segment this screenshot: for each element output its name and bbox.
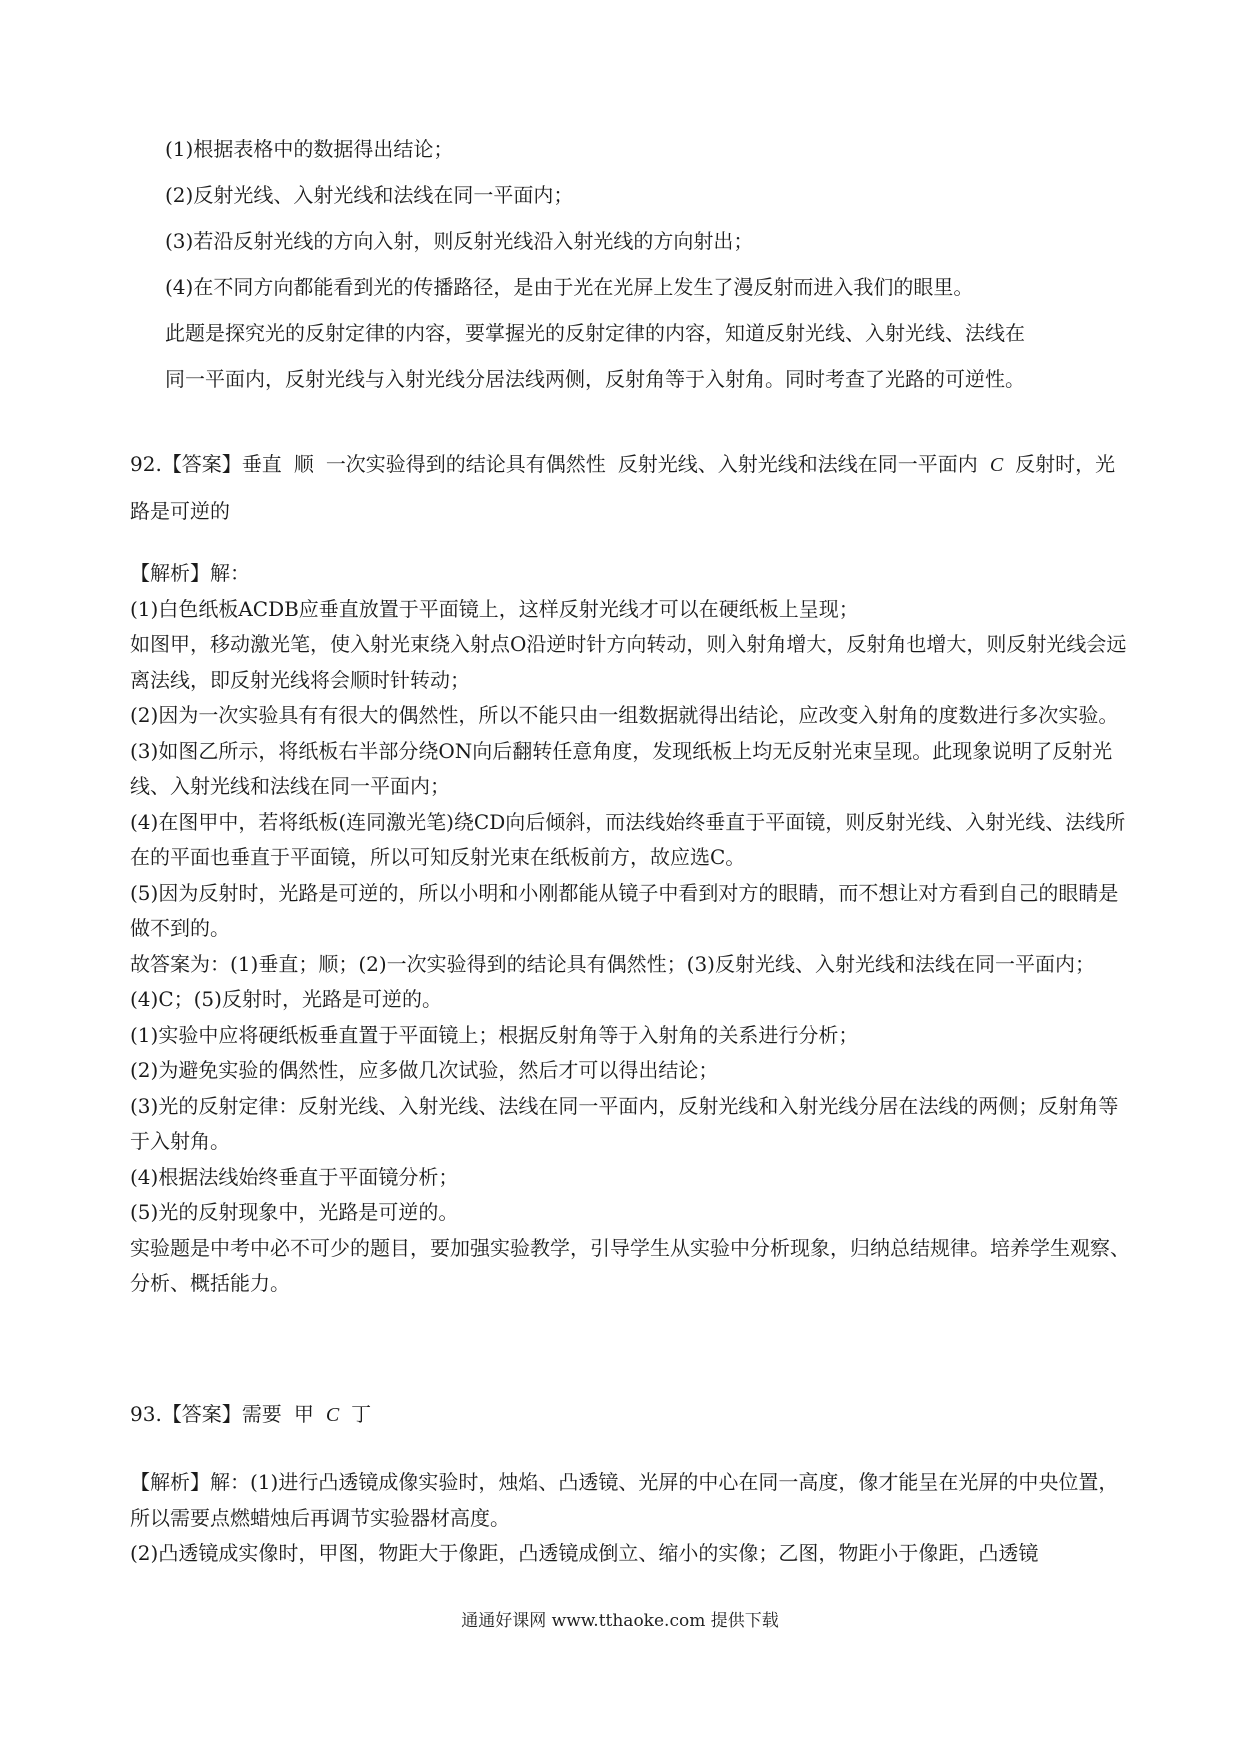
analysis-line: (3)光的反射定律：反射光线、入射光线、法线在同一平面内，反射光线和入射光线分居在法线的两侧；反射角等于入射角。	[130, 1093, 1119, 1153]
intro-block	[165, 126, 1125, 402]
intro-line: (2)反射光线、入射光线和法线在同一平面内；	[165, 183, 574, 207]
q92-answer-tag: 【答案】	[161, 452, 242, 476]
q92-answer	[130, 441, 1125, 534]
analysis-line: (5)因为反射时，光路是可逆的，所以小明和小刚都能从镜子中看到对方的眼睛，而不想让对方看到自己的眼睛是做不到的。	[130, 880, 1119, 940]
q92-answer-1: 垂直	[241, 452, 282, 476]
analysis-line: (1)实验中应将硬纸板垂直置于平面镜上；根据反射角等于入射角的关系进行分析；	[130, 1022, 859, 1047]
analysis-line: (2)为避免实验的偶然性，应多做几次试验，然后才可以得出结论；	[130, 1058, 719, 1082]
q92-answer-3: 一次实验得到的结论具有偶然性	[325, 452, 606, 476]
analysis-line: (3)如图乙所示，将纸板右半部分绕ON向后翻转任意角度，发现纸板上均无反射光束呈现。此现象说明了反射光线、入射光线和法线在同一平面内；	[130, 738, 1113, 798]
intro-line: 同一平面内，反射光线与入射光线分居法线两侧，反射角等于入射角。同时考查了光路的可逆性。	[165, 367, 1025, 391]
q93-answer-1: 需要	[241, 1402, 282, 1426]
analysis-line: 【解析】解：(1)进行凸透镜成像实验时，烛焰、凸透镜、光屏的中心在同一高度，像才能呈在光屏的中央位置，所以需要点燃蜡烛后再调节实验器材高度。	[130, 1470, 1119, 1530]
analysis-line: 如图甲，移动激光笔，使入射光束绕入射点O沿逆时针方向转动，则入射角增大，反射角也增大，则反射光线会远离法线，即反射光线将会顺时针转动；	[130, 632, 1127, 692]
analysis-line: 实验题是中考中必不可少的题目，要加强实验教学，引导学生从实验中分析现象，归纳总结规律。培养学生观察、分析、概括能力。	[130, 1235, 1130, 1295]
analysis-line: 【解析】解：	[130, 561, 250, 585]
analysis-line: (4)在图甲中，若将纸板(连同激光笔)绕CD向后倾斜，而法线始终垂直于平面镜，则反射光线、入射光线、法线所在的平面也垂直于平面镜，所以可知反射光束在纸板前方，故应选C。	[130, 809, 1126, 869]
analysis-line: (2)凸透镜成实像时，甲图，物距大于像距，凸透镜成倒立、缩小的实像；乙图，物距小于像距，凸透镜	[130, 1541, 1039, 1565]
analysis-line: (4)根据法线始终垂直于平面镜分析；	[130, 1164, 459, 1189]
q93-answer-3: C	[325, 1404, 340, 1426]
analysis-line: (2)因为一次实验具有有很大的偶然性，所以不能只由一组数据就得出结论，应改变入射角的度数进行多次实验。	[130, 703, 1119, 727]
intro-line: (3)若沿反射光线的方向入射，则反射光线沿入射光线的方向射出；	[165, 229, 754, 253]
q92-analysis	[130, 556, 1130, 1302]
q92-answer-4: 反射光线、入射光线和法线在同一平面内	[617, 452, 978, 476]
intro-line: (1)根据表格中的数据得出结论；	[165, 137, 454, 161]
q93-number: 93.	[130, 1402, 162, 1426]
q92-answer-2: 顺	[293, 452, 314, 476]
q92-answer-6: 反射时，光路是可逆的	[130, 452, 1116, 523]
page-footer: 通通好课网 www.tthaoke.com 提供下载	[461, 1611, 779, 1631]
q93-answer	[130, 1391, 1125, 1438]
analysis-line: 故答案为：(1)垂直；顺；(2)一次实验得到的结论具有偶然性；(3)反射光线、入射光线和法线在同一平面内；(4)C；(5)反射时，光路是可逆的。	[130, 951, 1095, 1011]
intro-line: 此题是探究光的反射定律的内容，要掌握光的反射定律的内容，知道反射光线、入射光线、法线在	[165, 321, 1025, 345]
q93-answer-4: 丁	[351, 1402, 372, 1426]
q93-analysis	[130, 1465, 1130, 1572]
q93-answer-tag: 【答案】	[161, 1402, 242, 1426]
q92-answer-5: C	[989, 454, 1004, 476]
q93-answer-2: 甲	[293, 1402, 314, 1426]
analysis-line: (1)白色纸板ACDB应垂直放置于平面镜上，这样反射光线才可以在硬纸板上呈现；	[130, 596, 859, 621]
intro-line: (4)在不同方向都能看到光的传播路径，是由于光在光屏上发生了漫反射而进入我们的眼里。	[165, 275, 974, 299]
q92-number: 92.	[130, 452, 162, 476]
analysis-line: (5)光的反射现象中，光路是可逆的。	[130, 1200, 459, 1224]
